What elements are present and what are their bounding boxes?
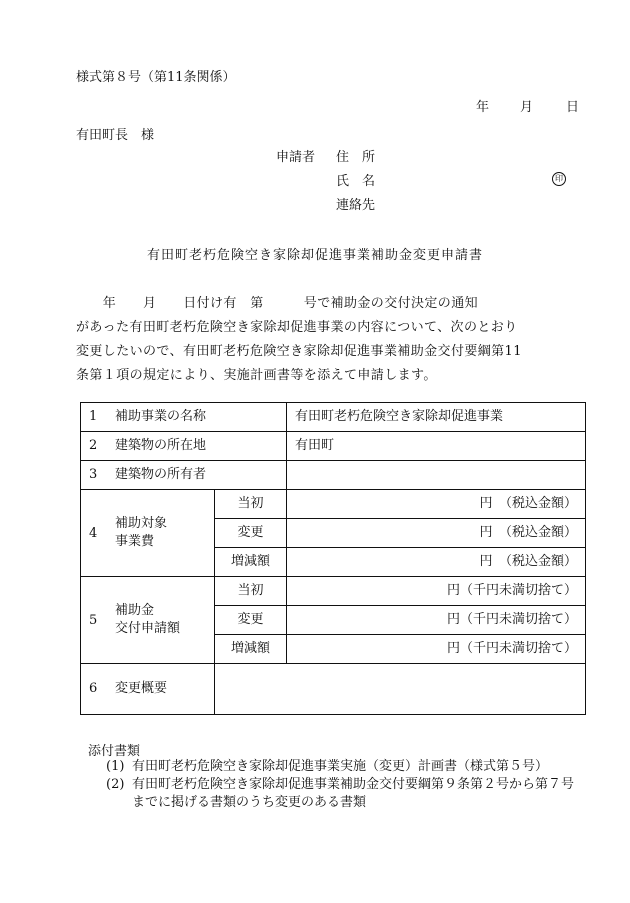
change-summary-value [215, 664, 586, 715]
sub-label: 変更 [215, 519, 287, 548]
body-line-3: 変更したいので、有田町老朽危険空き家除却促進事業補助金交付要綱第11 [76, 344, 522, 359]
row-number: 1 [89, 409, 98, 424]
table-row [81, 461, 586, 490]
row-number: 4 [89, 525, 98, 541]
list-item [106, 758, 586, 776]
row-label-line-2: 交付申請額 [115, 621, 181, 636]
body-line-4: 条第１項の規定により、実施計画書等を添えて申請します。 [76, 368, 437, 383]
row-label-line-1: 補助対象 [115, 516, 168, 531]
table-row [81, 664, 586, 715]
sub-label: 増減額 [215, 548, 287, 577]
table-row [81, 403, 586, 432]
table-row [81, 432, 586, 461]
amount-value: 円（千円未満切捨て） [287, 635, 586, 664]
sub-label: 変更 [215, 606, 287, 635]
seal-mark [552, 170, 566, 186]
table-row [81, 577, 586, 606]
body-paragraph [76, 292, 588, 388]
list-marker: (1) [106, 759, 125, 774]
sub-label: 当初 [215, 490, 287, 519]
amount-value: 円 （税込金額） [287, 519, 586, 548]
date-year-label: 年 [476, 100, 490, 115]
row6-label-cell [81, 664, 215, 715]
amount-value: 円（千円未満切捨て） [287, 606, 586, 635]
date-month-label: 月 [520, 100, 534, 115]
amount-value: 円（千円未満切捨て） [287, 577, 586, 606]
form-number: 様式第８号（第11条関係） [76, 70, 236, 85]
date-day-label: 日 [566, 100, 580, 115]
building-location-value: 有田町 [287, 432, 586, 461]
row-label: 変更概要 [115, 681, 168, 696]
building-owner-value [287, 461, 586, 490]
project-name-value: 有田町老朽危険空き家除却促進事業 [287, 403, 586, 432]
list-item [106, 776, 586, 812]
row-label-line-2: 事業費 [115, 534, 155, 549]
row-label: 補助事業の名称 [115, 409, 207, 424]
document-title: 有田町老朽危険空き家除却促進事業補助金変更申請書 [146, 248, 483, 263]
amount-value: 円 （税込金額） [287, 490, 586, 519]
row2-label-cell [81, 432, 287, 461]
list-item-text: 有田町老朽危険空き家除却促進事業補助金交付要綱第９条第２号から第７号までに掲げる書類のうち変更のある書類 [132, 777, 575, 810]
application-table [80, 402, 586, 715]
table-row [81, 490, 586, 519]
row-label: 建築物の所在地 [115, 438, 207, 453]
list-marker: (2) [106, 777, 125, 792]
row-number: 2 [89, 438, 98, 453]
row5-label-cell [81, 577, 215, 664]
row-number: 3 [89, 467, 98, 482]
body-line-1: 年 月 日付け有 第 号で補助金の交付決定の通知 [76, 296, 479, 311]
row-number: 5 [89, 612, 98, 628]
sub-label: 増減額 [215, 635, 287, 664]
row-label: 建築物の所有者 [115, 467, 207, 482]
list-item-text: 有田町老朽危険空き家除却促進事業実施（変更）計画書（様式第５号） [132, 759, 549, 774]
row3-label-cell [81, 461, 287, 490]
row4-label-cell [81, 490, 215, 577]
row1-label-cell [81, 403, 287, 432]
seal-icon: 印 [552, 172, 566, 186]
attachments-list [106, 758, 586, 812]
amount-value: 円 （税込金額） [287, 548, 586, 577]
applicant-heading: 申請者 [276, 150, 316, 165]
row-number: 6 [89, 681, 98, 696]
name-label: 氏 名 [336, 174, 376, 189]
contact-label: 連絡先 [336, 198, 376, 213]
attachments-heading: 添付書類 [88, 744, 141, 759]
addressee: 有田町長 様 [76, 128, 155, 143]
sub-label: 当初 [215, 577, 287, 606]
body-line-2: があった有田町老朽危険空き家除却促進事業の内容について、次のとおり [76, 320, 518, 335]
address-label: 住 所 [336, 150, 376, 165]
row-label-line-1: 補助金 [115, 603, 155, 618]
